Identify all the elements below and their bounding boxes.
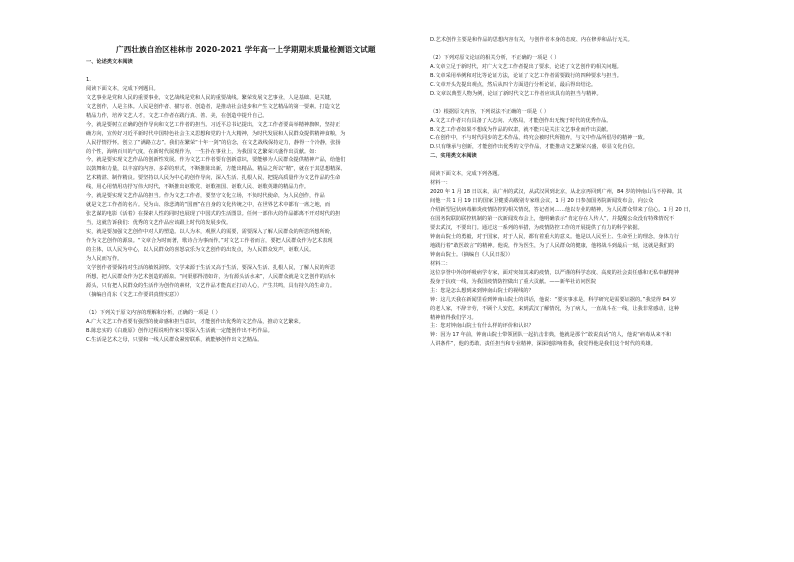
left-column [86,42,440,344]
text-line: 钟南山院士。（摘编自《人民日报》） [430,251,513,258]
text-line: （摘编自肖东《文艺工作要讲真情实意》） [86,291,182,298]
text-line: 这位享誉中外的呼吸病学专家，面对突如其来的疫情，以严谨的科学态度、高度的社会责任感和无私奉献精神 [430,269,680,276]
text-line: 线，用心用情用功抒写伟大时代，不断推出讴歌党、讴歌祖国、讴歌人民、讴歌英雄的精品力作。 [86,184,310,191]
text-line: A.文章立足于新时代，对广大文艺工作者提出了要求，论述了文艺创作的相关问题。 [430,63,622,70]
text-line: 1. [86,76,91,83]
text-line: D.只有继承与创新，才能创作出优秀的文学作品，才能推动文艺繁荣兴盛，彰显文化自信。 [430,144,638,151]
text-line: 精神值得我们学习。 [430,314,477,321]
text-line: C.文章开头先提出观点，然后从四个方面进行分析论证，最后得出结论。 [430,81,597,88]
text-line: 文学创作者要保持对生活的敏锐洞察。文学来源于生活又高于生活，要深入生活、扎根人民，了解人民的所思 [86,264,336,271]
text-line: 艺术精湛、制作精良。要坚持以人民为中心的创作导向，深入生活、扎根人民，把提高质量作为文艺作品的生命 [86,175,341,182]
text-line: 钟南山院士的勇毅，对于国家，对于人民，都有着重大的意义。他是以人民至上、生命至上的理念，身体力行 [430,233,680,240]
blank-line [430,45,782,54]
text-line: 2020 年 1 月 18 日以来，从广州的武汉，从武汉回到北京，从北京再回到广州，84 岁的钟南山马不停蹄。其 [430,189,683,196]
text-line: 二、实用类文本阅读 [430,153,477,160]
text-line: 投身于抗疫一线，为我国疫情防控做出了重大贡献。——新华社访问医院 [430,278,597,285]
text-line: D.文章以典型人物为例，论证了新时代文艺工作者应该具有的担当与精神。 [430,90,602,97]
text-line: A.广大文艺工作者要有强烈的使命感和担当意识，才能创作出优秀的文艺作品，推动文艺繁荣。 [86,318,304,325]
text-line: 今，就是要树立正确的创作导向和文艺工作者的担当。习近平总书记提出，文艺工作者要高举精神旗帜，坚持正 [86,121,341,128]
blank-line [86,67,440,76]
text-line: 以鼓舞和力量，以丰富的内容、多彩的形式，不断推陈出新，方能出精品。精品之所以“精”，就在于其思想精深、 [86,166,346,173]
text-line: 所想，把人民群众作为艺术创造的源泉。“问渠那得清如许，为有源头活水来”，人民群众就是文艺创作的活水 [86,273,336,280]
text-line: B.陈忠实的《白鹿原》创作过程说明作家只要深入生活就一定能创作出不朽作品。 [86,327,273,334]
blank-line [86,300,440,309]
blank-line [430,161,782,170]
text-line: 钟：这几天我在新闻里看到钟南山院士的讲话，他说：“要实事求是，科学研究是需要证据的。”我觉得 84 岁 [430,296,677,303]
text-line: 阅读下面文本，完成下列各题。 [430,171,503,178]
text-line: 源头，只有把人民群众的生活作为创作的素材，文艺作品才能真正打动人心，产生共鸣，具有持久的生命力。 [86,282,336,289]
text-line: （1）下列关于原文内容的理解和分析，正确的一项是（ ） [86,309,221,316]
text-line: 的个性，海纳百川的气度，在新时代展现作为，一生扑在事业上，为我国文艺繁荣兴盛作出贡献。如： [86,148,320,155]
right-column [430,36,782,349]
text-line: 就是文艺工作者的名片。吴为山、徐悲鸿的“国画”在自身的文化传统之中，在世界艺术中都有一席之地，而 [86,202,331,209]
text-line: 张艺谋的电影《活着》在探索人性的同时也展现了中国式的生活图景。任何一部伟大的作品都离不开对时代的担 [86,211,341,218]
text-line: A.文艺工作者只有具备了大志向、大格局，才能创作出无愧于时代的优秀作品。 [430,117,612,124]
text-line: 主：您对钟南山院士有什么样的评价和认识？ [430,323,534,330]
text-line: D.艺术创作主要是和作品的思想内容有关，与创作者本身的态度、内在修养和品行无关。 [430,37,633,43]
text-line: 介绍新型冠状病毒肺炎疫情防控的相关情况，答记者问……他以专业的精神，为人民群众带来了信心。1 月 20 日， [430,207,694,214]
text-line: 间他一共 1 月 19 日的国家卫健委高级别专家组会议，1 月 20 日参加国务院新闻发布会，向公众 [430,198,654,205]
text-line: （3）根据原文内容，下列说法不正确的一项是（ ） [430,108,550,115]
text-line: 今，就是要实现文艺作品的创新性发展。作为文艺工作者要有创新意识，要能够为人民群众提供精神产品，给他们 [86,157,346,164]
text-line: 阅读下面文本，完成下列题目。 [86,85,159,92]
document-title: 广西壮族自治区桂林市 2020-2021 学年高一上学期期末质量检测语文试题 [116,45,376,54]
text-line: 文艺创作，人是主体。人民是创作者、描写者、创造者，是推动社会进步和产生文艺精品的第一要素。打造文艺 [86,103,341,110]
text-line: 一、论述类文本阅读 [86,59,133,65]
text-line: 今，就是要实现文艺作品的担当。作为文艺工作者，要坚守文化立场，不负时代使命，为人民创作，作品 [86,193,325,200]
text-line: 的主体，以人民为中心，以人民群众的喜怒哀乐为文艺创作的出发点，为人民群众发声，讴歌人民。 [86,247,315,253]
text-line: C.生活是艺术之母，只要和一线人民群众紧密联系，就能够创作出文艺精品。 [86,336,263,343]
text-line: 作为文艺创作的源泉。“文章合为时而著，歌诗合为事而作。”对文艺工作者而言，要把人民群众作为艺术表现 [86,238,333,245]
text-line: B.文艺工作者如果不想成为作品的奴隶，就不能只是关注文艺事业而作出贡献。 [430,126,612,133]
text-line: 的老人家，不辞辛劳，不顾个人安危，来到武汉了解情况，为了病人，一直战斗在一线，让我非常感动，这种 [430,305,680,312]
text-line: 钟：因为 17 年前，钟南山院士带领团队一起抗击非典，他就是那个“敢说真话”的人，他说“病毒从来不和 [430,332,672,339]
text-line: C.在创作中，不与时代同步的艺术作品，终究会被时代所抛弃，与文中作品所倡导的精神一致。 [430,135,648,142]
text-line: 人民抒情抒怀。创立了“满路立志”。我们在繁荣“十年一剑”的信念，在文艺战线保持定力，静得一个冷静，张扬 [86,139,341,146]
text-line: 当，这就告诉我们：优秀的文艺作品应该跟上时代的发展步伐。 [86,220,232,227]
text-line: 精品力作，培养文艺人才，文艺工作者在践行真、善、美，在创造中提升自己。 [86,112,268,119]
text-line: 为人民而写作。 [86,255,123,262]
text-line: B.文章采用举例和对比等论证方法，论证了文艺工作者需要践行的四种要求与担当。 [430,72,622,79]
text-line: （2）下列对原文论证的相关分析，不正确的一项是（ ） [430,54,560,61]
text-line: 地践行着“敢医敢言”的精神。他说，作为医生，为了人民群众的健康，他将战斗到最后一刻，这就是我们的 [430,242,675,249]
blank-line [430,99,782,108]
text-line: 材料二： [430,260,451,267]
text-line: 人讲条件”，他的勇敢、责任担当和专业精神，深深地影响着我，我觉得他是我们这个时代的英雄。 [430,341,656,348]
text-line: 要去武汉，不要出门。通过这一系列的举措，为疫情防控工作的开展提供了有力的科学依据。 [430,224,643,231]
text-line: 材料一： [430,180,451,187]
text-line: 文艺事业是党和人民的重要事业，文艺战线是党和人民的重要战线。繁荣发展文艺事业，人是基础、是关键， [86,94,336,101]
text-line: 实，就是要加强文艺创作中对人的塑造。以人为本，观照人的需要，需要深入了解人民群众的所思所想所盼， [86,229,336,236]
text-line: 在国务院联防联控机制的第一次新闻发布会上，他明确表示“肯定存在人传人”，并提醒公众没有特殊情况不 [430,216,675,223]
text-line: 确方向，宣传好习近平新时代中国特色社会主义思想和党的十九大精神，为时代发展和人民群众提供精神食粮，为 [86,130,346,137]
text-line: 主：您是怎么想到来到钟南山院士的视线的？ [430,287,534,294]
